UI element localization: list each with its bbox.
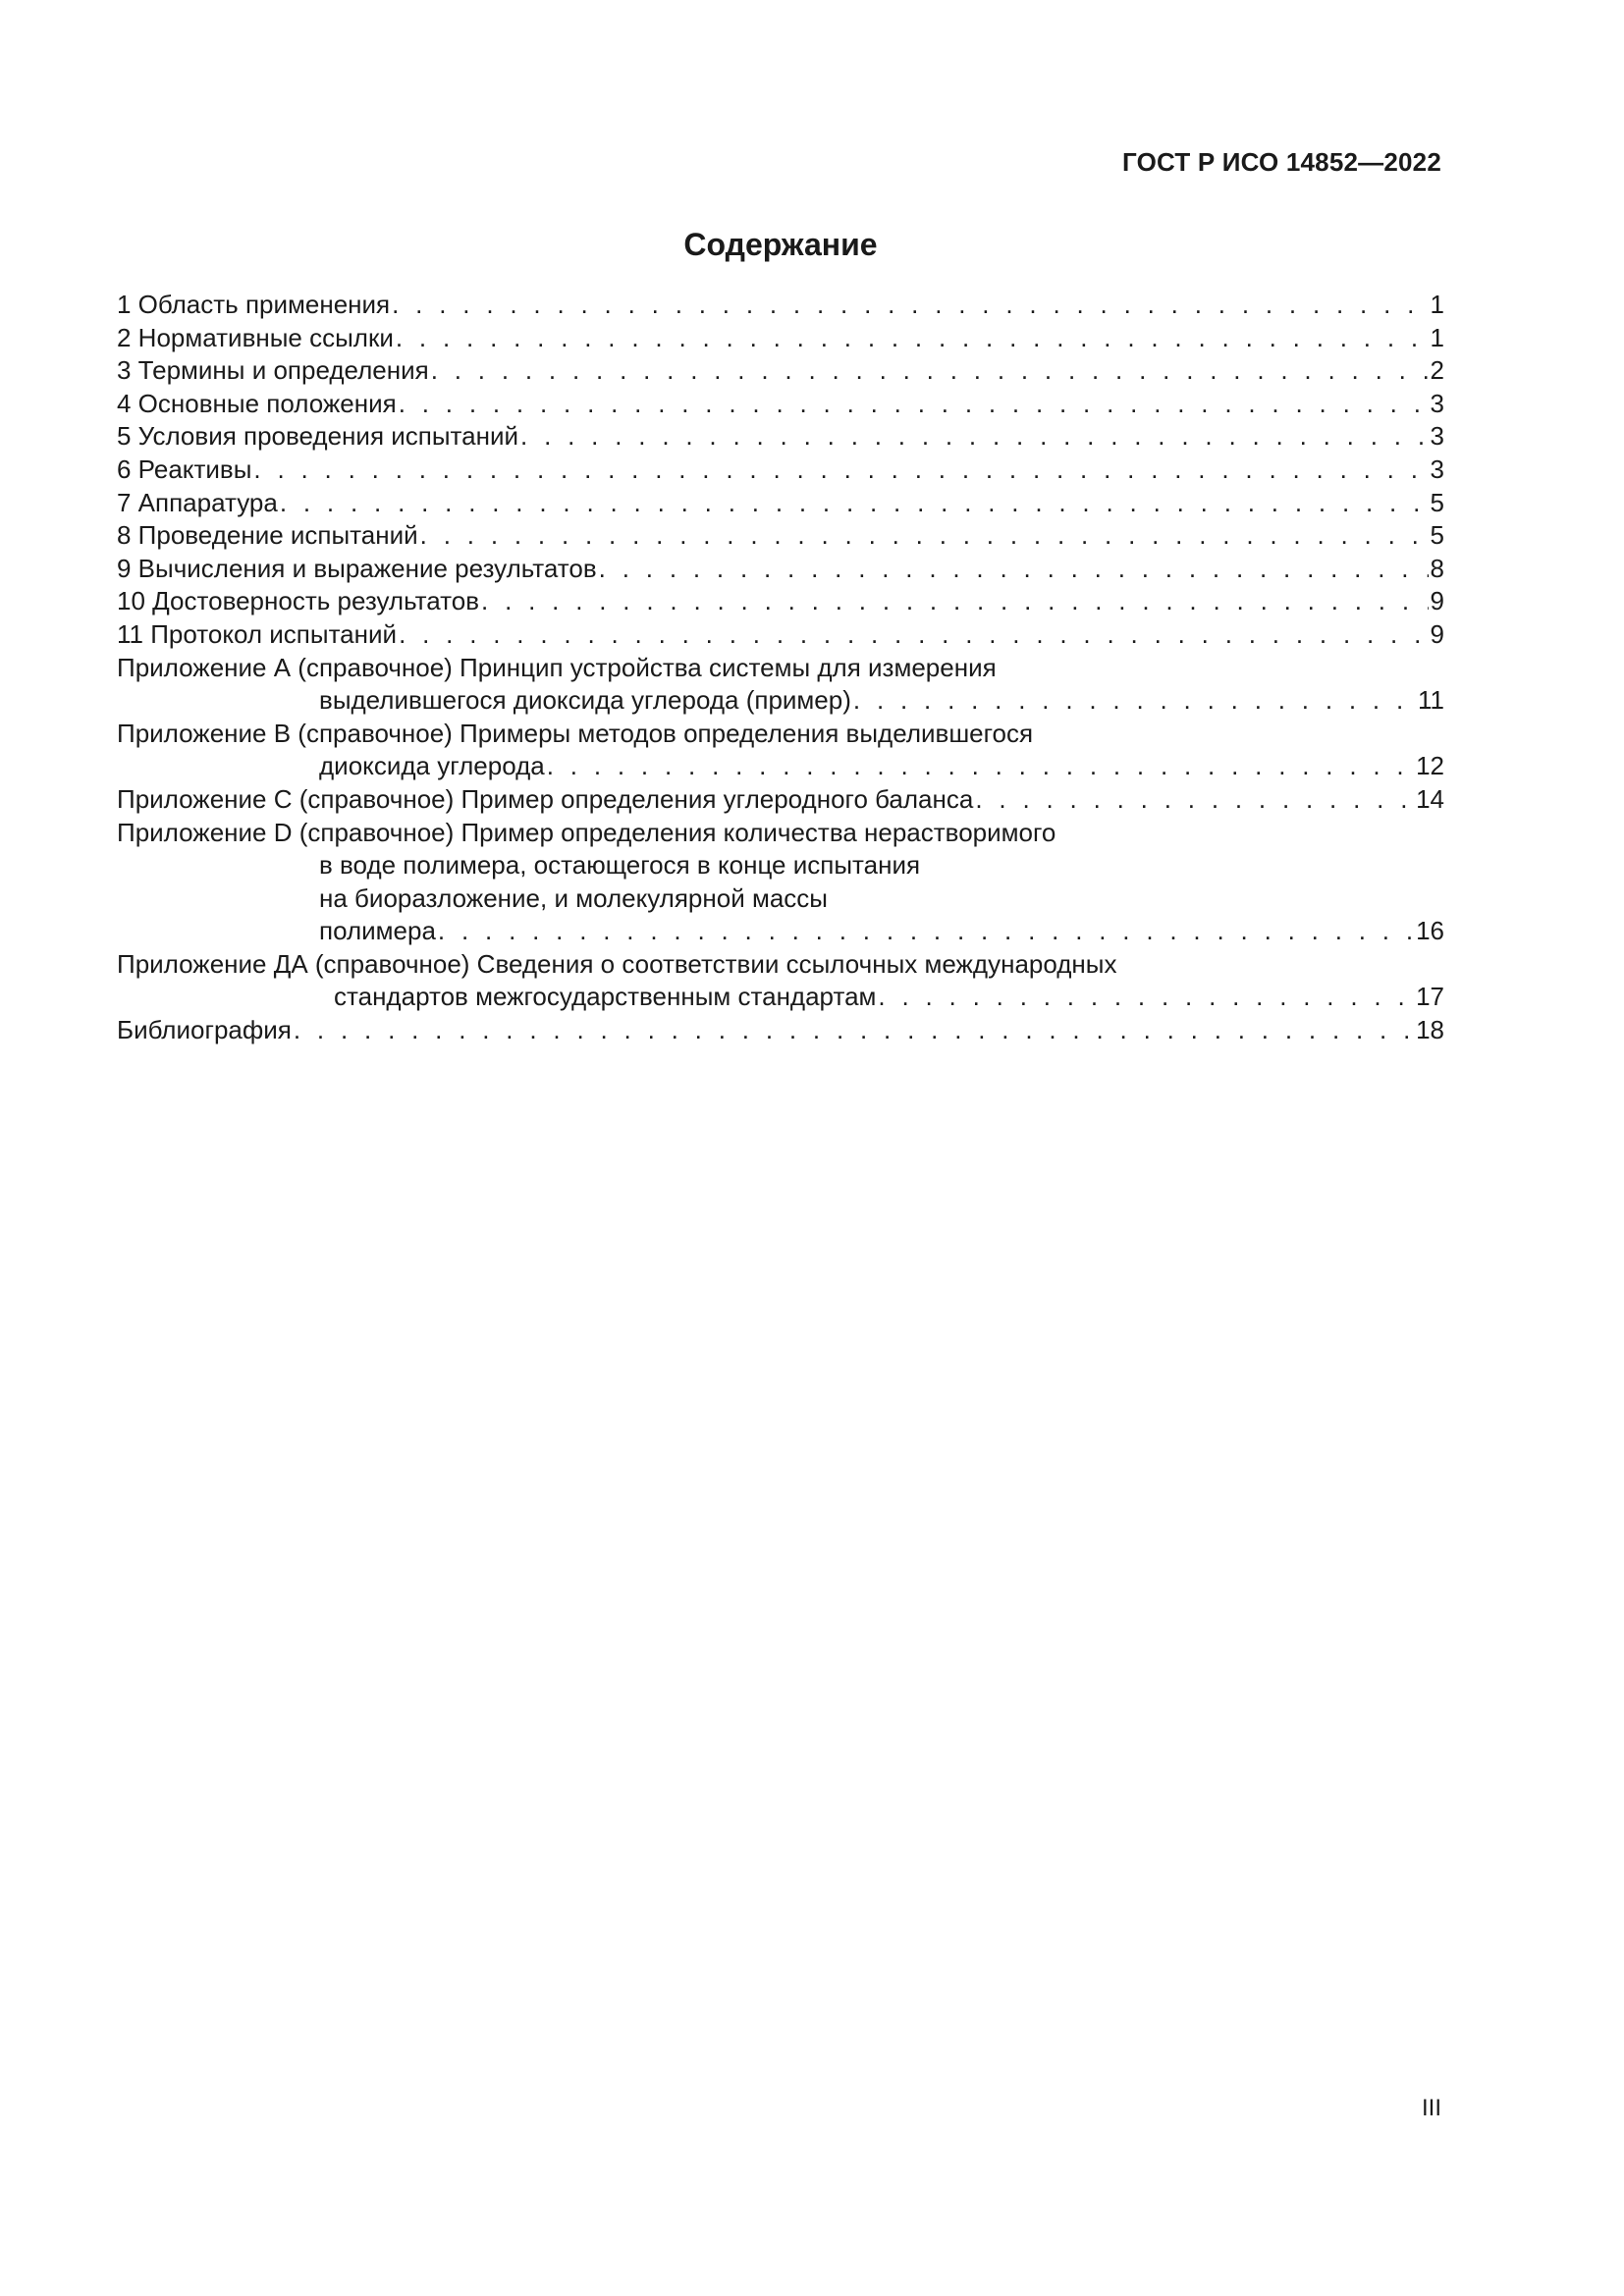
toc-entry-page: 5 (1430, 487, 1444, 517)
dot-leader (547, 750, 1414, 783)
dot-leader (431, 354, 1429, 388)
toc-entry-appendix-b[interactable] (117, 718, 1444, 783)
dot-leader (599, 553, 1429, 586)
toc-entry-page: 16 (1416, 916, 1444, 946)
toc-entry-page: 2 (1430, 355, 1444, 386)
toc-entry[interactable] (117, 553, 1444, 586)
dot-leader (253, 454, 1428, 487)
toc-entry-page: 3 (1430, 421, 1444, 452)
toc-entry-page: 3 (1430, 388, 1444, 418)
toc-entry-page: 9 (1430, 618, 1444, 649)
toc-entry[interactable] (117, 585, 1444, 618)
dot-leader (280, 487, 1429, 520)
toc-entry-label: Приложение А (справочное) Принцип устройства системы для измерения (117, 652, 997, 682)
toc-entry-label: 4 Основные положения (117, 388, 397, 418)
toc-entry-label-continued: стандартов межгосударственным стандартам (334, 982, 877, 1012)
toc-entry-label: Приложение ДА (справочное) Сведения о соответствии ссылочных международных (117, 948, 1117, 979)
toc-entry-label: 2 Нормативные ссылки (117, 322, 394, 352)
toc-entry[interactable] (117, 322, 1444, 355)
toc-entry-label: 10 Достоверность результатов (117, 586, 480, 616)
toc-entry-page: 18 (1416, 1015, 1444, 1045)
toc-entry-label: Приложение D (справочное) Пример определения количества нерастворимого (117, 817, 1056, 847)
toc-entry[interactable] (117, 454, 1444, 487)
toc-entry-label: 9 Вычисления и выражение результатов (117, 553, 597, 583)
dot-leader (294, 1014, 1414, 1047)
table-of-contents (117, 289, 1444, 1047)
toc-entry-label-continued: полимера (319, 916, 436, 946)
toc-entry-label: Библиография (117, 1015, 292, 1045)
toc-entry[interactable] (117, 388, 1444, 421)
toc-entry-appendix-d[interactable] (117, 817, 1444, 948)
toc-title: Содержание (683, 227, 878, 262)
dot-leader (438, 915, 1414, 948)
toc-entry-page: 14 (1416, 783, 1444, 814)
toc-entry-label-continued: выделившегося диоксида углерода (пример) (319, 685, 851, 716)
toc-entry[interactable] (117, 354, 1444, 388)
toc-entry-label: 8 Проведение испытаний (117, 520, 418, 551)
dot-leader (481, 585, 1429, 618)
toc-entry-label-continued: на биоразложение, и молекулярной массы (319, 882, 828, 913)
toc-entry-label: Приложение С (справочное) Пример определения углеродного баланса (117, 783, 974, 814)
toc-entry[interactable] (117, 289, 1444, 322)
dot-leader (396, 322, 1429, 355)
document-code: ГОСТ Р ИСО 14852—2022 (1121, 147, 1441, 177)
dot-leader (975, 783, 1414, 817)
toc-entry-page: 1 (1430, 290, 1444, 319)
toc-entry-page: 8 (1430, 553, 1444, 583)
dot-leader (878, 981, 1414, 1014)
toc-entry-page: 1 (1430, 322, 1444, 352)
toc-entry-bibliography[interactable] (117, 1014, 1444, 1047)
toc-entry-label: 5 Условия проведения испытаний (117, 421, 519, 452)
toc-entry[interactable] (117, 618, 1444, 652)
toc-entry-page: 3 (1430, 454, 1444, 484)
toc-entry-label: Приложение В (справочное) Примеры методов определения выделившегося (117, 718, 1034, 748)
toc-entry-appendix-c[interactable] (117, 783, 1444, 817)
toc-entry-page: 5 (1430, 520, 1444, 551)
dot-leader (399, 388, 1429, 421)
dot-leader (520, 420, 1429, 454)
toc-entry-page: 12 (1416, 751, 1444, 781)
dot-leader (420, 519, 1429, 553)
toc-entry-appendix-da[interactable] (117, 948, 1444, 1014)
dot-leader (399, 618, 1428, 652)
toc-entry-page: 17 (1416, 982, 1444, 1012)
toc-entry-page: 11 (1418, 685, 1444, 716)
toc-entry[interactable] (117, 487, 1444, 520)
toc-entry-label-continued: в воде полимера, остающегося в конце испытания (319, 850, 921, 881)
toc-entry-label: 11 Протокол испытаний (117, 618, 398, 649)
toc-entry-label: 3 Термины и определения (117, 355, 429, 386)
toc-entry[interactable] (117, 519, 1444, 553)
toc-entry-label: 7 Аппаратура (117, 487, 278, 517)
dot-leader (392, 289, 1428, 322)
toc-entry[interactable] (117, 420, 1444, 454)
toc-entry-appendix-a[interactable] (117, 652, 1444, 718)
toc-entry-label: 1 Область применения (117, 290, 391, 319)
toc-entry-label: 6 Реактивы (117, 454, 252, 484)
toc-entry-label-continued: диоксида углерода (319, 751, 545, 781)
dot-leader (853, 684, 1416, 718)
page-number: III (1421, 2095, 1441, 2121)
toc-entry-page: 9 (1430, 586, 1444, 616)
